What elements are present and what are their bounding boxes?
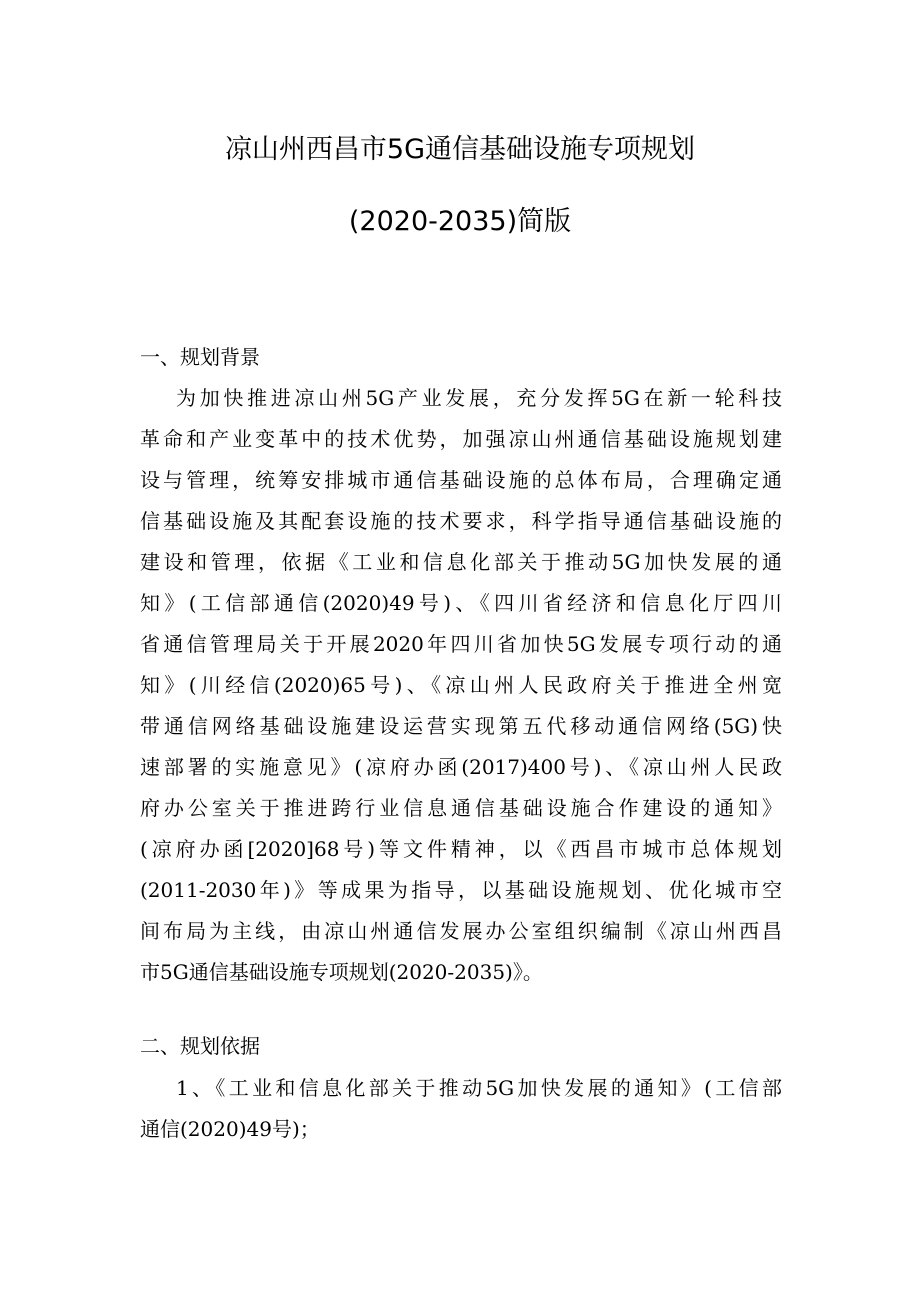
paragraph-background	[140, 378, 782, 993]
paragraph-line: 革命和产业变革中的技术优势，加强凉山州通信基础设施规划建	[140, 427, 782, 451]
paragraph-line: 带通信网络基础设施建设运营实现第五代移动通信网络(5G)快	[140, 714, 782, 738]
paragraph-basis-item-1	[140, 1068, 782, 1150]
section-heading-background: 一、规划背景	[140, 345, 260, 369]
paragraph-line: 通信(2020)49号)；	[140, 1117, 320, 1141]
paragraph-line: 市5G通信基础设施专项规划(2020-2035)》。	[140, 960, 543, 984]
paragraph-line: (2011-2030年)》等成果为指导，以基础设施规划、优化城市空	[140, 878, 782, 902]
paragraph-line: 知》(川经信(2020)65号)、《凉山州人民政府关于推进全州宽	[140, 673, 782, 697]
paragraph-line: 速部署的实施意见》(凉府办函(2017)400号)、《凉山州人民政	[140, 755, 782, 779]
paragraph-line: 建设和管理，依据《工业和信息化部关于推动5G加快发展的通	[140, 550, 782, 574]
paragraph-line: 设与管理，统筹安排城市通信基础设施的总体布局，合理确定通	[140, 468, 782, 492]
document-title: 凉山州西昌市5G通信基础设施专项规划	[224, 134, 696, 165]
paragraph-line: 间布局为主线，由凉山州通信发展办公室组织编制《凉山州西昌	[140, 919, 782, 943]
paragraph-line: 信基础设施及其配套设施的技术要求，科学指导通信基础设施的	[140, 509, 782, 533]
paragraph-line: (凉府办函[2020]68号)等文件精神，以《西昌市城市总体规划	[140, 837, 782, 861]
paragraph-line: 1、《工业和信息化部关于推动5G加快发展的通知》(工信部	[176, 1076, 782, 1100]
section-heading-basis: 二、规划依据	[140, 1034, 260, 1058]
paragraph-line: 知》(工信部通信(2020)49号)、《四川省经济和信息化厅四川	[140, 591, 782, 615]
paragraph-line: 府办公室关于推进跨行业信息通信基础设施合作建设的通知》	[140, 796, 782, 820]
paragraph-line: 省通信管理局关于开展2020年四川省加快5G发展专项行动的通	[140, 632, 782, 656]
paragraph-line: 为加快推进凉山州5G产业发展，充分发挥5G在新一轮科技	[176, 386, 782, 410]
document-subtitle: (2020-2035)简版	[348, 206, 572, 237]
